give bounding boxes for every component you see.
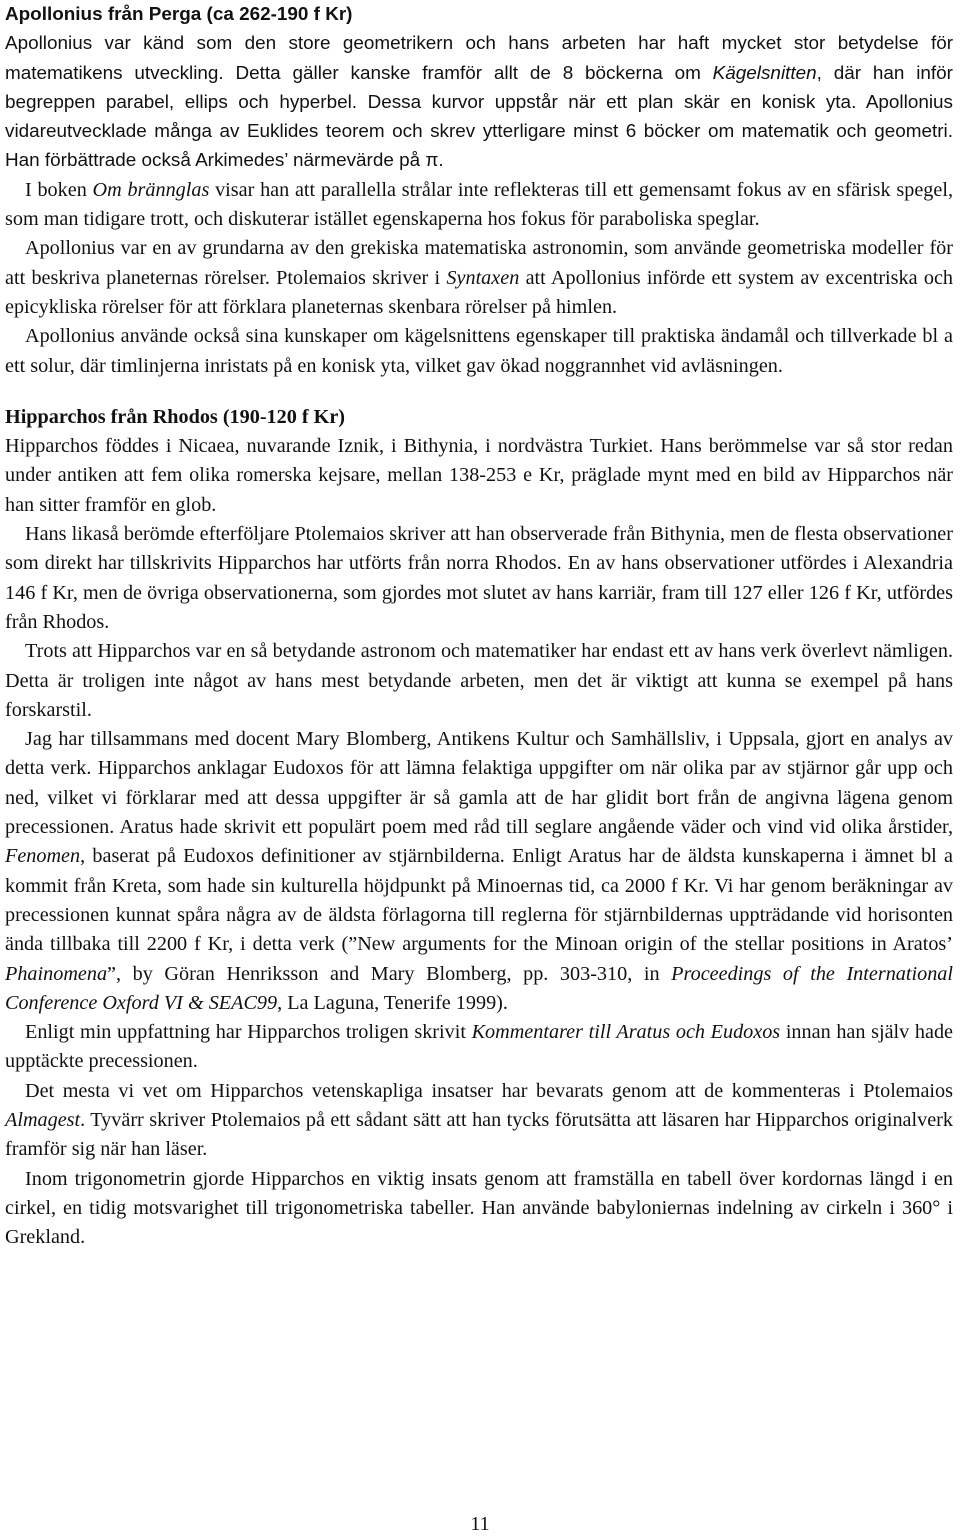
paragraph-text: visar han att parallella strålar inte reflekteras till ett gemensamt fokus av en sfärisk spegel, som man tidigare trott, och diskuterar istället egenskaperna hos fokus för paraboliska speglar. xyxy=(5,178,953,231)
paragraph-text: Apollonius var känd som den store geometrikern och hans arbeten har haft mycket stor betydelse för matematikens utveckling. Detta gäller kanske framför allt de 8 böckerna om xyxy=(5,33,953,84)
italic-title: Fenomen xyxy=(5,845,81,868)
italic-title: Almagest xyxy=(5,1108,81,1131)
paragraph-text: ”, by Göran Henriksson and Mary Blomberg, pp. 303-310, in xyxy=(107,962,672,985)
paragraph-text: Det mesta vi vet om Hipparchos vetenskapliga insatser har bevarats genom att de kommenteras i Ptolemaios xyxy=(25,1079,953,1102)
section-apollonius xyxy=(5,0,953,176)
italic-title: Kägelsnitten xyxy=(712,62,817,84)
italic-title: Phainomena xyxy=(5,962,108,985)
paragraph xyxy=(5,1018,953,1077)
italic-title: Om brännglas xyxy=(92,178,210,201)
paragraph: Trots att Hipparchos var en så betydande astronom och matematiker har endast ett av hans verk överlevt nämligen. Detta är troligen inte något av hans mest betydande arbeten, men det är viktigt att kunna se exempel på hans forskarstil. xyxy=(5,640,953,721)
paragraph-text: . Tyvärr skriver Ptolemaios på ett sådant sätt att han tycks förutsätta att läsaren har Hipparchos originalverk framför sig när han läser. xyxy=(5,1108,953,1161)
paragraph: Inom trigonometrin gjorde Hipparchos en viktig insats genom att framställa en tabell över kordornas längd i en cirkel, en tidig motsvarighet till trigonometriska tabeller. Han använde babyloniernas indelning av cirkeln i 360° i Grekland. xyxy=(5,1167,953,1249)
paragraph-text: , La Laguna, Tenerife 1999). xyxy=(277,991,508,1014)
paragraph-text: innan han själv hade upptäckte precessionen. xyxy=(5,1021,954,1073)
paragraph: Hipparchos föddes i Nicaea, nuvarande Iznik, i Bithynia, i nordvästra Turkiet. Hans berömmelse var så stor redan under antiken att fem olika romerska kejsare, mellan 138-253 e Kr, präglade mynt med en bild av Hipparchos när han sitter framför en glob. xyxy=(5,435,953,516)
paragraph-text: Enligt min uppfattning har Hipparchos troligen skrivit xyxy=(25,1021,472,1044)
section-heading: Apollonius från Perga (ca 262-190 f Kr) xyxy=(5,4,353,25)
paragraph-text: , baserat på Eudoxos definitioner av stjärnbilderna. Enligt Aratus har de äldsta kunskaperna i ämnet bl a kommit från Kreta, som hade sin kulturella höjdpunkt på Minoernas tid, ca 2000 f Kr. Vi har genom beräkningar av precessionen kunnat spåra några av de äldsta förlagorna till reglerna för stjärnbildernas uppträdande vid horisonten ända tillbaka till 2200 f Kr, i detta verk (”New arguments for the Minoan origin of the stellar positions in Aratos’ xyxy=(5,845,953,956)
paragraph: Hans likaså berömde efterföljare Ptolemaios skriver att han observerade från Bithynia, men de flesta observationer som direkt har tillskrivits Hipparchos har utförts från norra Rhodos. En av hans observationer utfördes i Alexandria 146 f Kr, men de övriga observationerna, som gjordes mot slutet av hans karriär, fram till 127 eller 126 f Kr, utfördes från Rhodos. xyxy=(5,523,953,633)
paragraph-text: I boken xyxy=(25,178,93,201)
section-heading: Hipparchos från Rhodos (190-120 f Kr) xyxy=(5,405,346,428)
section-spacer xyxy=(5,381,953,403)
italic-title: Kommentarer till Aratus och Eudoxos xyxy=(471,1021,781,1044)
italic-title: Proceedings of the International Conference Oxford VI & SEAC99 xyxy=(5,962,953,1014)
paragraph xyxy=(5,234,953,322)
paragraph xyxy=(5,725,953,1018)
paragraph-text: , där han inför begreppen parabel, ellips och hyperbel. Dessa kurvor uppstår när ett plan skär en konisk yta. Apollonius vidareutvecklade många av Euklides teorem och skrev ytterligare minst 6 böcker om matematik och geometri. Han förbättrade också Arkimedes’ närmevärde på π. xyxy=(5,62,953,172)
paragraph-text: Jag har tillsammans med docent Mary Blomberg, Antikens Kultur och Samhällsliv, i Uppsala, gjort en analys av detta verk. Hipparchos anklagar Eudoxos för att lämna felaktiga uppgifter om när olika par av stjärnor går upp och ned, vilket vi förklarar med att dessa uppgifter är så gamla att de har glidit bort från de angivna lägena genom precessionen. Aratus hade skrivit ett populärt poem med råd till seglare angående väder och vind vid olika årstider, xyxy=(5,728,953,839)
italic-title: Syntaxen xyxy=(446,266,520,289)
page-number: 11 xyxy=(470,1513,490,1535)
paragraph xyxy=(5,176,953,235)
paragraph xyxy=(5,1077,953,1165)
paragraph xyxy=(5,29,953,175)
paragraph-text: Apollonius var en av grundarna av den grekiska matematiska astronomin, som använde geometriska modeller för att beskriva planeternas rörelser. Ptolemaios skriver i xyxy=(5,237,953,289)
paragraph-text: att Apollonius införde ett system av excentriska och epicykliska rörelser för att förklara planeternas skenbara rörelser på himlen. xyxy=(5,266,954,318)
paragraph: Apollonius använde också sina kunskaper om kägelsnittens egenskaper till praktiska ändamål och tillverkade bl a ett solur, där timlinjerna inristats på en konisk yta, vilket gav ökad noggrannhet vid avläsningen. xyxy=(5,325,953,377)
